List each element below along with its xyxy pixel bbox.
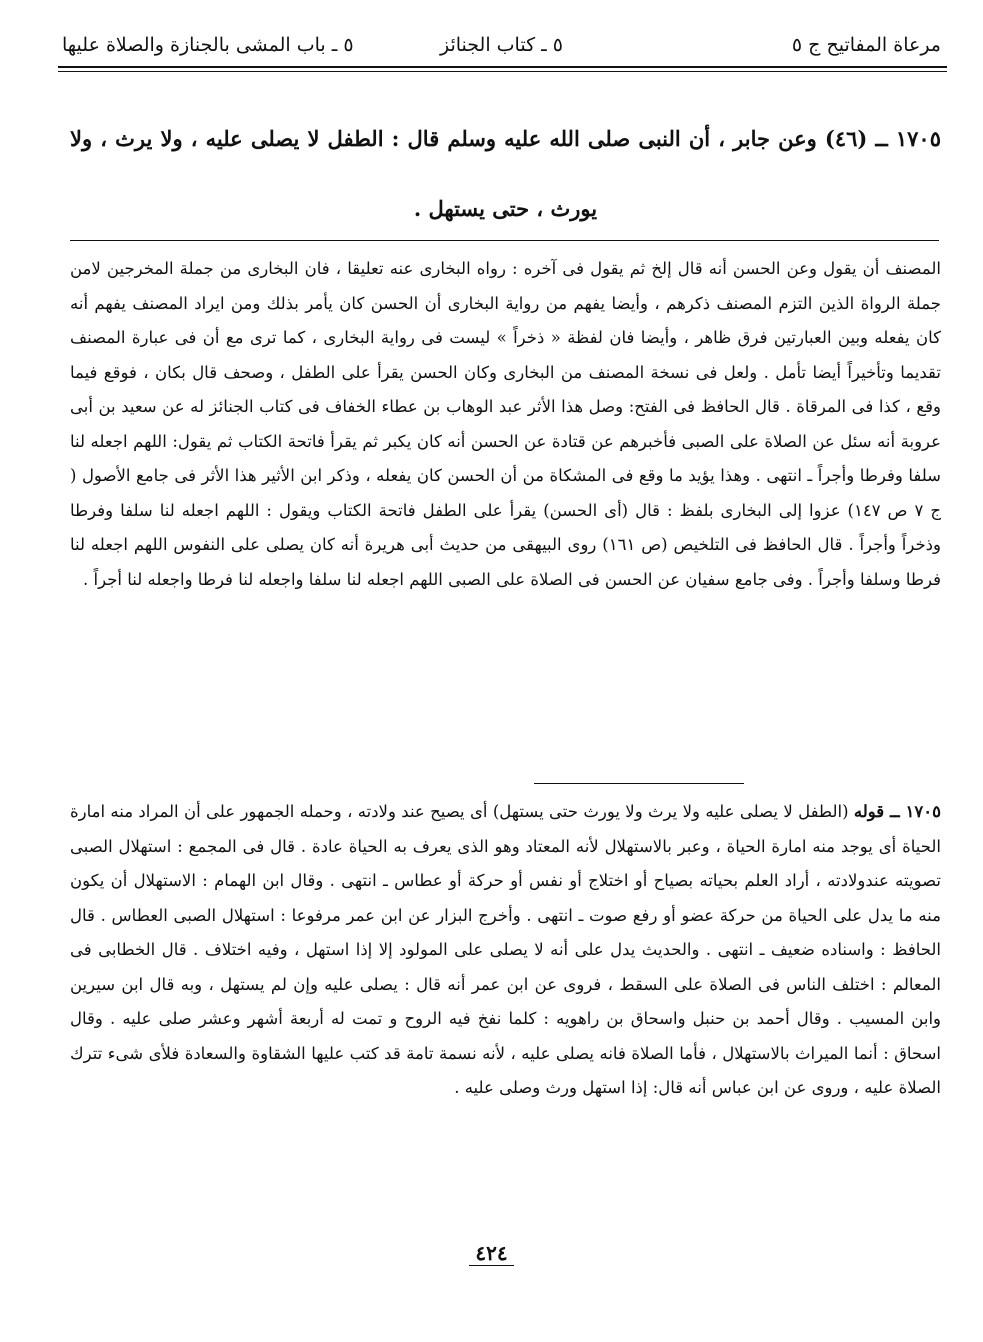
page-number-value: ٤٢٤: [469, 1241, 513, 1266]
commentary-block-1: [70, 252, 941, 597]
running-header: [62, 28, 941, 62]
header-chapter: ٥ ـ كتاب الجنائز: [440, 34, 563, 56]
hadith-text: ١٧٠٥ ــ (٤٦) وعن جابر ، أن النبى صلى الله عليه وسلم قال : الطفل لا يصلى عليه ، ولا يرث ، ولا يورث ، حتى يستهل .: [70, 126, 941, 221]
header-book-title: مرعاة المفاتيح ج ٥: [791, 34, 941, 56]
hadith-divider: [70, 240, 939, 241]
commentary-body: (الطفل لا يصلى عليه ولا يرث ولا يورث حتى يستهل) أى يصيح عند ولادته ، وحمله الجمهور على أن المراد منه امارة الحياة أى يوجد منه امارة الحياة ، وعبر بالاستهلال لأنه المعتاد وهو الذى يعرف به الحياة عادة . قال فى المجمع : استهلال الصبى تصويته عندولادته ، أراد العلم بحياته بصياح أو اختلاج أو نفس أو حركة أو عطاس ـ انتهى . وقال ابن الهمام : الاستهلال أن يكون منه ما يدل على الحياة من حركة عضو أو رفع صوت ـ انتهى . وأخرج البزار عن ابن عمر مرفوعا : استهلال الصبى العطاس . قال الحافظ : واسناده ضعيف ـ انتهى . والحديث يدل على أنه لا يصلى على المولود إلا إذا استهل ، وفيه اختلاف . قال الخطابى فى المعالم : اختلف الناس فى الصلاة على السقط ، فروى عن ابن عمر أنه قال : يصلى عليه وإن لم يستهل ، وبه قال ابن سيرين وابن المسيب . وقال أحمد بن حنبل واسحاق بن راهويه : كلما نفخ فيه الروح و تمت له أربعة أشهر وعشر صلى عليه . وقال اسحاق : أنما الميراث بالاستهلال ، فأما الصلاة فانه يصلى عليه ، لأنه نسمة تامة قد كتب عليها الشقاوة والسعادة فلأى شىء تترك الصلاة عليه ، وروى عن ابن عباس أنه قال: إذا استهل ورث وصلى عليه .: [70, 802, 941, 1097]
commentary-paragraph: المصنف أن يقول وعن الحسن أنه قال إلخ ثم يقول فى آخره : رواه البخارى عنه تعليقا ، فان البخارى من جملة المخرجين لامن جملة الرواة الذين التزم المصنف ذكرهم ، وأيضا يفهم من رواية البخارى أن الحسن كان يأمر بذلك ومن ايراد المصنف يفهم أنه كان يفعله وبين العبارتين فرق ظاهر ، وأيضا فان لفظة « ذخراً » ليست فى رواية البخارى ، كما ترى مع أن فى عبارة المصنف تقديما وتأخيراً أيضا تأمل . ولعل فى نسخة المصنف من البخارى وكان الحسن يقرأ على الطفل ، وصحف قال بكان ، فوقع فيما وقع ، كذا فى المرقاة . قال الحافظ فى الفتح: وصل هذا الأثر عبد الوهاب بن عطاء الخفاف فى كتاب الجنائز له عن سعيد بن أبى عروبة أنه سئل عن الصلاة على الصبى فأخبرهم عن قتادة عن الحسن أنه كان يكبر ثم يقرأ فاتحة الكتاب ثم يقول: اللهم اجعله لنا سلفا وفرطا وأجراً ـ انتهى . وهذا يؤيد ما وقع فى المشكاة من أن الحسن كان يفعله ، وذكر ابن الأثير هذا الأثر فى جامع الأصول ( ج ٧ ص ١٤٧) عزوا إلى البخارى بلفظ : قال (أى الحسن) يقرأ على الطفل فاتحة الكتاب ويقول : اللهم اجعله لنا سلفا وفرطا وذخراً وأجراً . قال الحافظ فى التلخيص (ص ١٦١) روى البيهقى من حديث أبى هريرة أنه كان يصلى على النفوس اللهم اجعله لنا فرطا وسلفا وأجراً . وفى جامع سفيان عن الحسن فى الصلاة على الصبى اللهم اجعله لنا سلفا واجعله لنا فرطا واجعله لنا أجراً .: [70, 259, 941, 589]
section-divider: [534, 783, 744, 784]
header-section: ٥ ـ باب المشى بالجنازة والصلاة عليها: [62, 34, 354, 56]
commentary-lead: ١٧٠٥ ــ قوله: [853, 802, 941, 821]
commentary-paragraph: [70, 795, 941, 1106]
commentary-block-2: [70, 795, 941, 1106]
page-number: [0, 1241, 983, 1265]
header-rule: [58, 66, 947, 72]
